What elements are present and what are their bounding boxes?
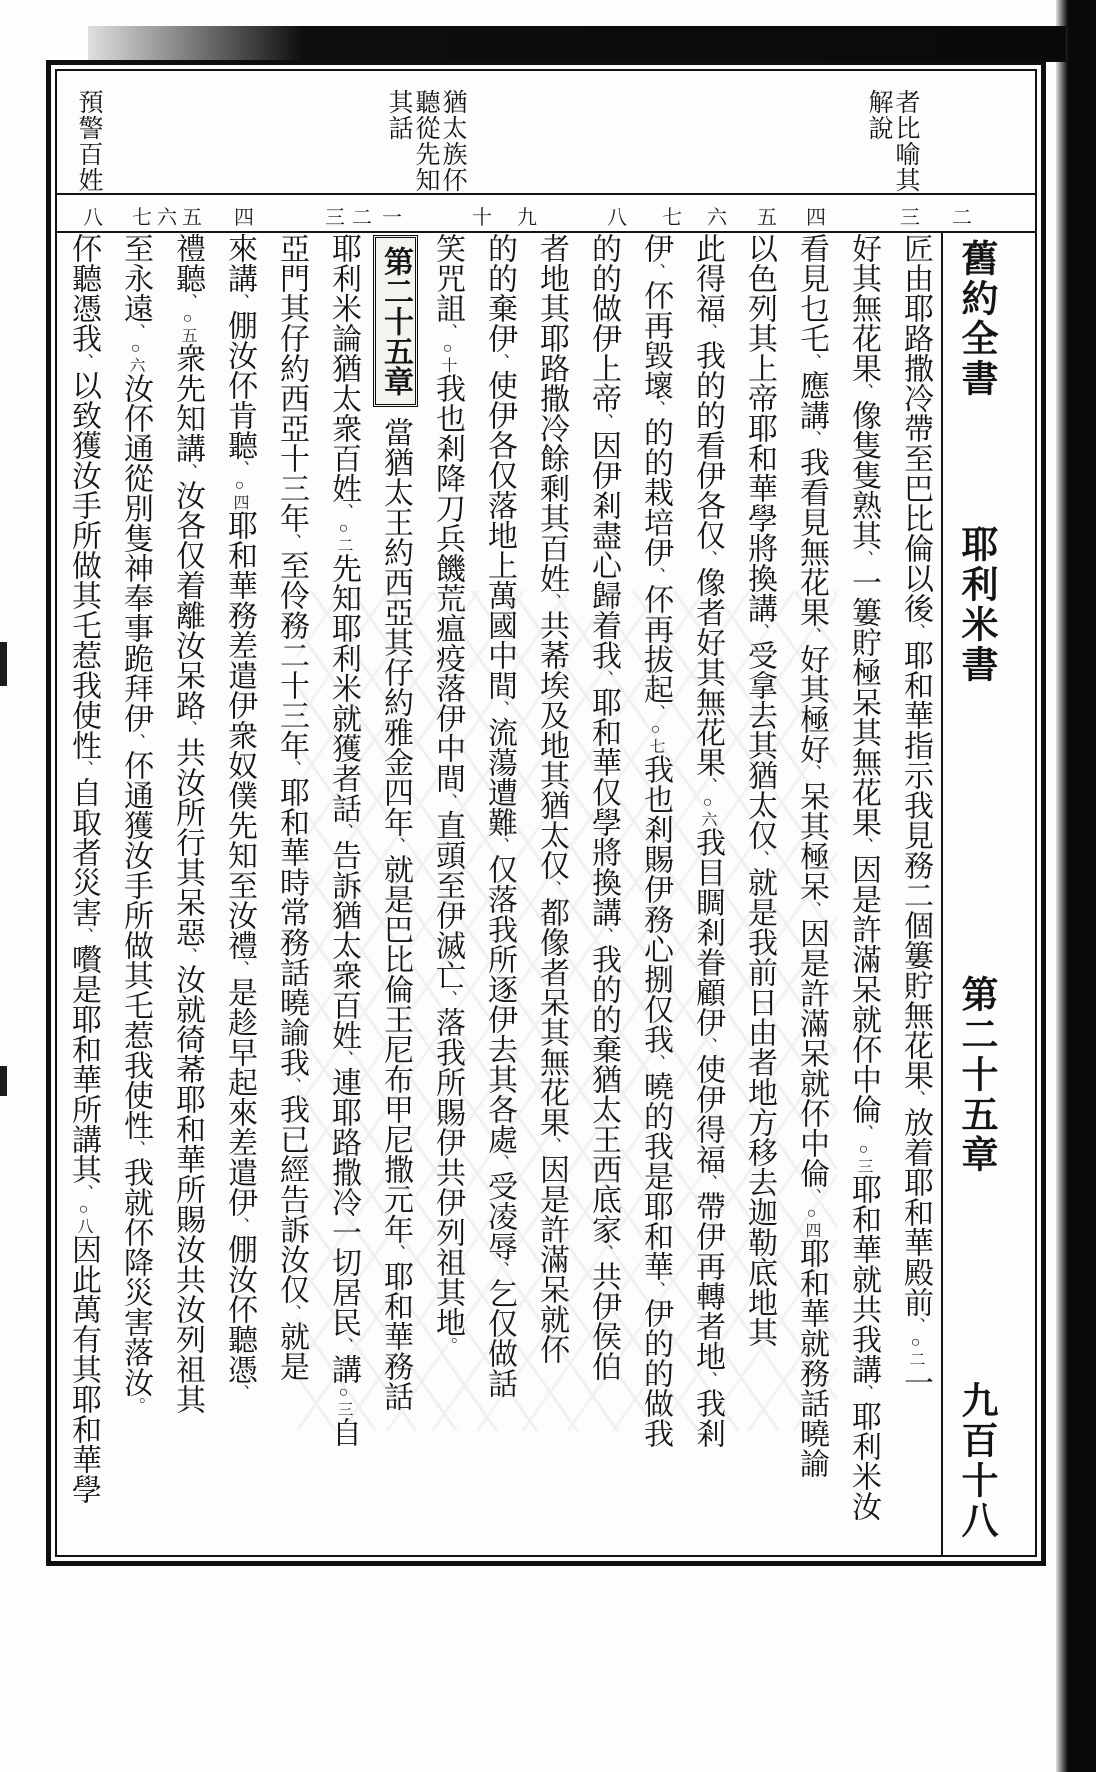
punctuation-mark: 、 xyxy=(594,927,613,944)
punctuation-mark: 、 xyxy=(74,760,93,777)
punctuation-mark: 、 xyxy=(646,704,665,721)
chapter-heading-box: 第二十五章 xyxy=(373,235,418,407)
punctuation-mark: 、 xyxy=(646,1054,665,1071)
punctuation-mark: 、 xyxy=(542,593,561,610)
note-text: 其話 xyxy=(385,89,412,141)
text-column-5: 此得福、我的的看伊各仅、像者好其無花果、○六我目睭剎眷顧伊、使伊得福、帶伊再轉者地、我剎 xyxy=(691,233,724,1448)
text-column-3: 看見乜乇、應講、我看見無花果、好其極好、呆其極呆、因是許滿呆就伓中倫、○四耶和華就務話曉諭 xyxy=(795,233,828,1478)
inline-verse-marker: ○三 xyxy=(855,1141,872,1174)
punctuation-mark: 、 xyxy=(490,700,509,717)
punctuation-mark: 、 xyxy=(126,323,145,340)
punctuation-mark: 、 xyxy=(802,901,821,918)
punctuation-mark: 、 xyxy=(282,760,301,777)
scan-mark-left xyxy=(0,1066,7,1096)
inline-verse-marker: ○七 xyxy=(647,721,664,754)
inline-verse-marker: ○六 xyxy=(127,340,144,373)
verse-number-marker: 八 xyxy=(83,207,103,229)
punctuation-mark: 、 xyxy=(646,567,665,584)
inline-verse-marker: ○二 xyxy=(907,1334,924,1367)
punctuation-mark: 、 xyxy=(178,720,197,737)
punctuation-mark: 、 xyxy=(854,1384,873,1401)
note-parable-explained xyxy=(865,89,919,193)
punctuation-mark: 、 xyxy=(854,1124,873,1141)
punctuation-mark: 、 xyxy=(230,293,249,310)
verse-number-marker: 五 xyxy=(182,207,202,229)
scan-gutter-shadow xyxy=(1056,0,1096,1772)
punctuation-mark: 、 xyxy=(438,323,457,340)
punctuation-mark: 、 xyxy=(230,1384,249,1401)
inline-verse-marker: ○四 xyxy=(231,477,248,510)
inline-verse-marker: ○二 xyxy=(335,520,352,553)
book-title: 舊約全書 xyxy=(955,239,996,399)
punctuation-mark: 、 xyxy=(334,1337,353,1354)
verse-number-marker: 七 xyxy=(662,207,682,229)
punctuation-mark: 、 xyxy=(750,850,769,867)
punctuation-mark: 、 xyxy=(490,837,509,854)
verse-number-marker: 三 xyxy=(325,207,345,229)
page-body xyxy=(57,233,1005,1555)
verse-number-marker: 三 xyxy=(900,207,920,229)
punctuation-mark: 、 xyxy=(282,1077,301,1094)
punctuation-mark: 、 xyxy=(698,550,717,567)
punctuation-mark: 。 xyxy=(438,1337,457,1354)
verse-number-marker: 二 xyxy=(952,207,972,229)
page-number: 九百十八 xyxy=(955,1381,996,1541)
punctuation-mark: 、 xyxy=(802,627,821,644)
punctuation-mark: 、 xyxy=(542,1137,561,1154)
scan-mark-left xyxy=(0,642,7,686)
punctuation-mark: 、 xyxy=(126,733,145,750)
punctuation-mark: 、 xyxy=(282,1304,301,1321)
page-frame xyxy=(46,60,1046,1566)
text-column-14: 來講、倗汝伓肯聽、○四耶和華務差遣伊衆奴僕先知至汝禮、是趁早起來差遣伊、倗汝伓聽憑、 xyxy=(223,233,256,1401)
text-column-6: 伊、伓再毀壞、的的栽培伊、伓再拔起、○七我也剎賜伊務心捌仅我、曉的我是耶和華、伊的的做我 xyxy=(639,233,672,1448)
text-column-1: 匠由耶路撒冷帶至巴比倫以後、耶和華指示我見務二個簍貯無花果、放着耶和華殿前、○二一 xyxy=(899,233,932,1397)
verse-number-marker: 十 xyxy=(472,207,492,229)
punctuation-mark: 、 xyxy=(126,1140,145,1157)
punctuation-mark: 、 xyxy=(906,1317,925,1334)
text-column-4: 以色列其上帝耶和華學將換講、受拿去其猶太仅、就是我前日由者地方移去迦勒底地其 xyxy=(743,233,776,1347)
punctuation-mark: 、 xyxy=(698,1174,717,1191)
title-column xyxy=(941,233,1005,1555)
punctuation-mark: 、 xyxy=(698,1037,717,1054)
inline-verse-marker: ○五 xyxy=(179,310,196,343)
punctuation-mark: 、 xyxy=(230,1217,249,1234)
book-name: 耶利米書 xyxy=(955,525,996,685)
note-jews-not-heeding-prophets xyxy=(385,89,466,193)
punctuation-mark: 、 xyxy=(490,1154,509,1171)
punctuation-mark: 、 xyxy=(646,1281,665,1298)
punctuation-mark: 。 xyxy=(126,1397,145,1414)
text-column-7: 的的做伊上帝、因伊剎盡心歸着我、耶和華仅學將換講、我的的棄猶太王西底家、共伊侯伯 xyxy=(587,233,620,1381)
text-column-2: 好其無花果、像隻隻熟其、一簍貯極呆其無花果、因是許滿呆就伓中倫、○三耶和華就共我講、耶利米汝 xyxy=(847,233,880,1521)
verse-number-marker: 六 xyxy=(707,207,727,229)
inline-verse-marker: ○四 xyxy=(803,1205,820,1238)
punctuation-mark: 、 xyxy=(698,323,717,340)
punctuation-mark: 、 xyxy=(854,383,873,400)
punctuation-mark: 、 xyxy=(334,823,353,840)
punctuation-mark: 、 xyxy=(906,623,925,640)
punctuation-mark: 、 xyxy=(334,503,353,520)
punctuation-mark: 、 xyxy=(230,460,249,477)
punctuation-mark: 、 xyxy=(906,1090,925,1107)
verse-number-marker: 九 xyxy=(517,207,537,229)
punctuation-mark: 、 xyxy=(802,353,821,370)
text-column-8: 者地其耶路撒冷餘剩其百姓、共莃埃及地其猶太仅、都像者呆其無花果、因是許滿呆就伓 xyxy=(535,233,568,1364)
punctuation-mark: 、 xyxy=(594,413,613,430)
chapter-label: 第二十五章 xyxy=(955,975,996,1175)
page-inner-frame xyxy=(55,69,1037,1557)
text-column-12: 耶利米論猶太衆百姓、○二先知耶利米就獲者話、告訴猶太衆百姓、連耶路撒冷一切居民、講○三自 xyxy=(327,233,360,1447)
punctuation-mark: 、 xyxy=(386,837,405,854)
inline-verse-marker: ○三 xyxy=(335,1384,352,1417)
punctuation-mark: 、 xyxy=(854,550,873,567)
punctuation-mark: 、 xyxy=(438,793,457,810)
text-column-16: 至永遠、○六汝伓通從別隻神奉事跪拜伊、伓通獲汝手所做其乇惹我使性、我就伓降災害落汝。 xyxy=(119,233,152,1414)
punctuation-mark: 、 xyxy=(802,764,821,781)
verse-number-marker: 七 xyxy=(132,207,152,229)
note-prophecy-to-people xyxy=(75,89,102,193)
punctuation-mark: 、 xyxy=(334,1050,353,1067)
punctuation-mark: 、 xyxy=(542,880,561,897)
punctuation-mark: 、 xyxy=(178,463,197,480)
punctuation-mark: 、 xyxy=(594,670,613,687)
punctuation-mark: 、 xyxy=(490,1261,509,1278)
punctuation-mark: 、 xyxy=(178,947,197,964)
verse-number-marker: 四 xyxy=(234,207,254,229)
text-column-11: 第二十五章當猶太王約西亞其仔約雅金四年、就是巴比倫王尼布甲尼撒元年、耶和華務話 xyxy=(369,233,421,1555)
text-column-15: 禮聽、○五衆先知講、汝各仅着離汝呆路、共汝所行其呆惡、汝就徛莃耶和華所賜汝共汝列祖其 xyxy=(171,233,204,1414)
verse-number-marker: 四 xyxy=(806,207,826,229)
punctuation-mark: 、 xyxy=(802,1188,821,1205)
text-column-10: 笑咒詛、○十我也剎降刀兵饑荒瘟疫落伊中間、直頭至伊滅亡、落我所賜伊共伊列祖其地。 xyxy=(431,233,464,1354)
punctuation-mark: 、 xyxy=(594,1244,613,1261)
punctuation-mark: 、 xyxy=(74,353,93,370)
note-text: 聽從先知 xyxy=(412,89,439,193)
inline-verse-marker: ○六 xyxy=(699,794,716,827)
punctuation-mark: 、 xyxy=(438,990,457,1007)
note-text: 解說 xyxy=(865,89,892,141)
inline-verse-marker: ○八 xyxy=(75,1201,92,1234)
text-column-17: 伓聽憑我、以致獲汝手所做其乇惹我使性、自取者災害、嚽是耶和華所講其、○八因此萬有其耶和華學 xyxy=(67,233,100,1504)
punctuation-mark: 、 xyxy=(282,533,301,550)
punctuation-mark: 、 xyxy=(698,1371,717,1388)
note-text: 預警百姓 xyxy=(75,89,102,193)
scan-edge-shadow-top xyxy=(88,26,1066,62)
punctuation-mark: 、 xyxy=(802,430,821,447)
verse-number-marker: 一 xyxy=(382,207,402,229)
punctuation-mark: 、 xyxy=(74,927,93,944)
punctuation-mark: 、 xyxy=(386,1244,405,1261)
punctuation-mark: 、 xyxy=(854,837,873,854)
verse-number-row xyxy=(57,195,1035,231)
punctuation-mark: 、 xyxy=(646,263,665,280)
note-text: 猶太族伓 xyxy=(439,89,466,193)
verse-number-marker: 六 xyxy=(157,207,177,229)
punctuation-mark: 、 xyxy=(490,353,509,370)
punctuation-mark: 、 xyxy=(178,293,197,310)
verse-number-marker: 五 xyxy=(757,207,777,229)
punctuation-mark: 、 xyxy=(698,777,717,794)
top-margin-notes xyxy=(57,71,1035,193)
verse-number-marker: 二 xyxy=(352,207,372,229)
inline-verse-marker: ○十 xyxy=(439,340,456,373)
verse-number-marker: 八 xyxy=(607,207,627,229)
text-column-9: 的的棄伊、使伊各仅落地上萬國中間、流蕩遭難、仅落我所逐伊去其各處、受凌辱、乞仅做話 xyxy=(483,233,516,1398)
punctuation-mark: 、 xyxy=(74,1184,93,1201)
note-text: 者比喻其 xyxy=(892,89,919,193)
punctuation-mark: 、 xyxy=(750,623,769,640)
text-column-13: 亞門其仔約西亞十三年、至伶務二十三年、耶和華時常務話曉諭我、我已經告訴汝仅、就是 xyxy=(275,233,308,1381)
punctuation-mark: 、 xyxy=(230,960,249,977)
punctuation-mark: 、 xyxy=(646,400,665,417)
